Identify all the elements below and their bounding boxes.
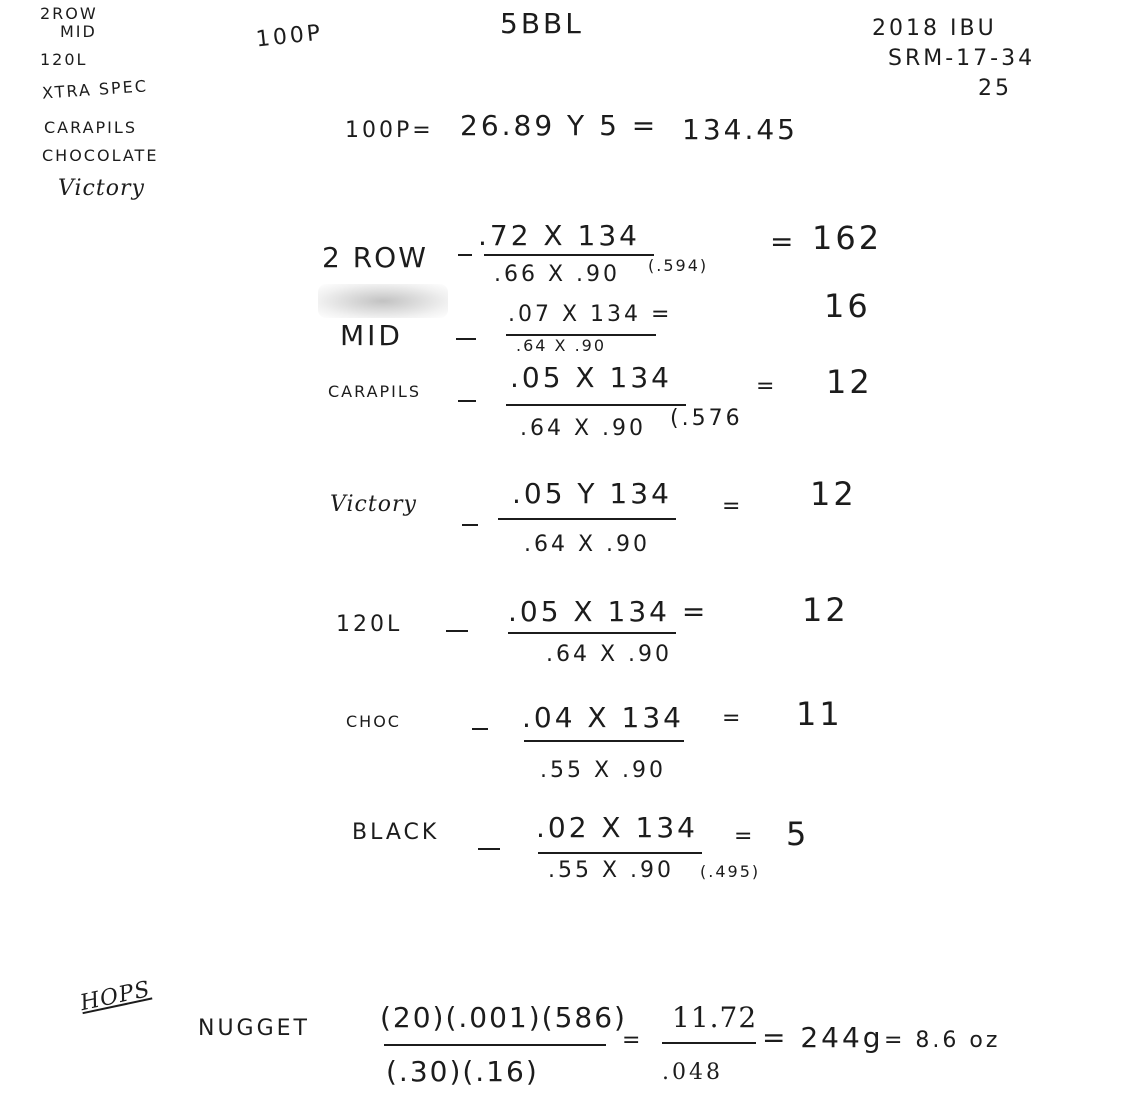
grain-result: 12 [802,591,849,629]
hop-final: = 8.6 oz [884,1028,1001,1053]
grain-list-item-mid: MID [60,22,97,41]
dash-mark [456,338,476,340]
grain-numerator: .05 Y 134 [512,477,672,510]
grain-result: 5 [786,815,810,853]
grain-name: MID [340,319,403,352]
header-year-ibu: 2018 IBU [872,16,997,41]
grain-result: 12 [826,363,873,401]
base-calc-result: 134.45 [682,113,798,146]
fraction-bar [384,1044,606,1046]
hops-label: HOPS [78,976,153,1017]
hop-result: = 244g [762,1021,884,1054]
hop-mid-numerator: 11.72 [672,1001,758,1034]
grain-numerator: .05 X 134 = [508,595,709,628]
grain-list-item-carapils: CARAPILS [44,118,137,137]
equals-sign: = [770,225,797,258]
hop-name: NUGGET [198,1016,310,1041]
grain-denominator: .64 X .90 [520,416,647,441]
grain-denominator: .55 X .90 [548,858,675,883]
grain-list-item-xtra-spec: XTRA SPEC [41,76,149,103]
dash-mark [458,254,472,256]
grain-result: 16 [824,287,871,325]
grain-denominator: .64 X .90 [546,642,673,667]
grain-denominator: .55 X .90 [540,758,667,783]
dash-mark [458,400,476,402]
grain-numerator: .04 X 134 [522,701,684,734]
equals-sign: = [622,1028,644,1053]
dash-mark [446,630,468,632]
grain-name: 2 ROW [322,241,428,274]
equals-sign: = [722,706,744,731]
grain-denominator: .64 X .90 [516,336,607,355]
grain-denominator: .64 X .90 [524,532,651,557]
grain-result: 162 [812,219,883,257]
header-percent: 100P [254,20,325,53]
grain-list-item-120l: 120L [40,50,88,69]
grain-result: 12 [810,475,857,513]
fraction-bar [524,740,684,742]
fraction-bar [506,404,686,406]
grain-list-item-victory: Victory [58,176,145,201]
header-srm: SRM-17-34 [888,46,1036,71]
grain-name: CHOC [346,712,401,731]
dash-mark [478,848,500,850]
grain-denominator: .66 X .90 [494,262,621,287]
grain-list-item-2row: 2ROW [40,4,98,23]
equals-sign: = [722,494,744,519]
eraser-smudge [318,284,448,318]
header-batch-size: 5BBL [500,7,584,40]
grain-list-item-chocolate: CHOCOLATE [42,146,159,165]
header-ibu-value: 25 [978,76,1012,101]
grain-numerator: .02 X 134 [536,811,698,844]
hop-mid-denominator: .048 [662,1060,723,1085]
grain-name: BLACK [352,820,440,845]
grain-name: 120L [336,612,403,637]
fraction-bar [498,518,676,520]
grain-numerator: .05 X 134 [510,361,672,394]
equals-sign: = [734,824,756,849]
base-calc-product: 26.89 Y 5 = [460,109,659,142]
dash-mark [462,524,478,526]
grain-note: (.576 [670,406,743,431]
fraction-bar [662,1042,756,1044]
fraction-bar [538,852,702,854]
fraction-bar [508,632,676,634]
fraction-bar [484,254,654,256]
grain-result: 11 [796,695,843,733]
hop-numerator: (20)(.001)(586) [380,1001,627,1034]
grain-note: (.594) [648,256,709,275]
grain-note: (.495) [700,862,761,881]
dash-mark [472,728,488,730]
grain-name: CARAPILS [328,382,421,401]
grain-numerator: .72 X 134 [478,219,640,252]
equals-sign: = [756,374,778,399]
hop-denominator: (.30)(.16) [386,1055,539,1088]
base-calc-lhs: 100P= [345,118,434,143]
grain-name: Victory [330,492,417,517]
grain-numerator: .07 X 134 = [508,302,673,327]
